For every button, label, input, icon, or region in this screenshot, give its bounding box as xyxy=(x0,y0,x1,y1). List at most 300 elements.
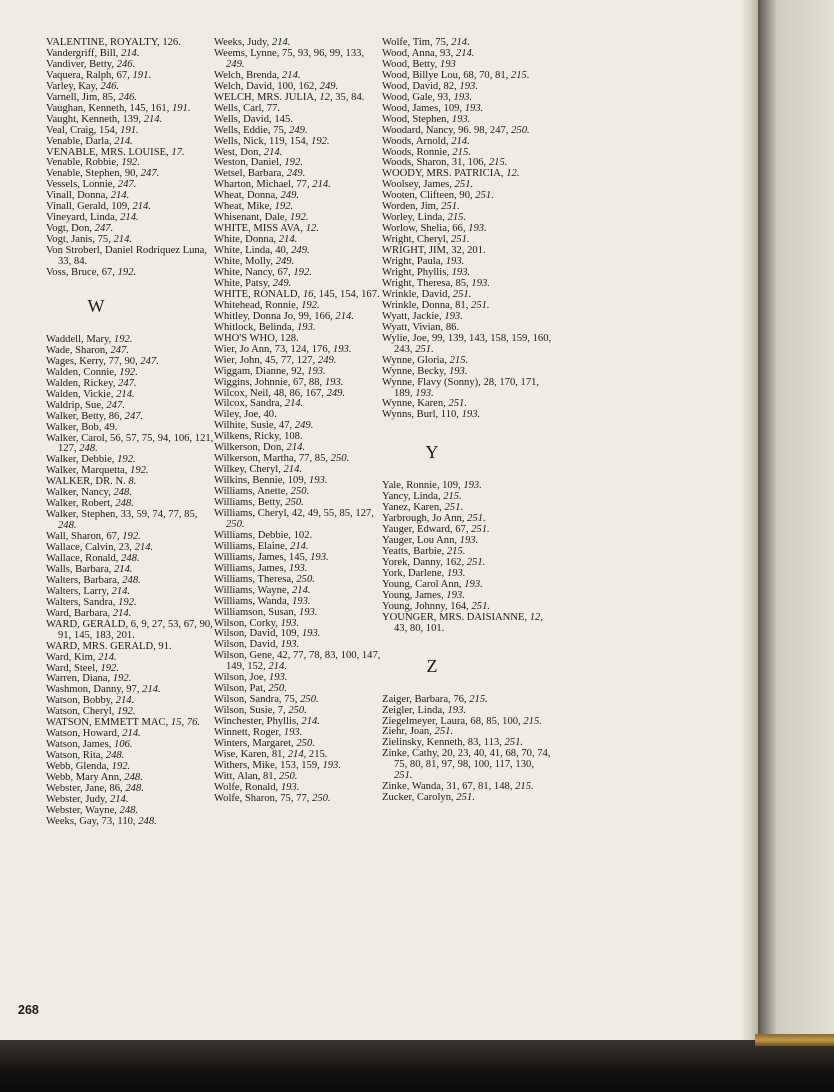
entry-page-italic: 192. xyxy=(122,531,141,543)
entry-page-italic: 214. xyxy=(281,69,301,81)
entry-page-italic: 247. xyxy=(94,223,114,235)
entry-page-italic: 250. xyxy=(511,124,530,136)
index-entry xyxy=(214,49,384,71)
entry-text: Wier, Jo Ann, 73, 124, 176, xyxy=(214,343,333,355)
entry-text: Zeigler, Linda, xyxy=(382,704,448,716)
entry-page-italic: 214. xyxy=(286,442,306,454)
entry-text: Vandiver, Betty, xyxy=(46,58,117,70)
entry-text: Ward, Barbara, xyxy=(46,607,113,619)
index-column-2 xyxy=(214,38,384,805)
entry-page-italic: 250. xyxy=(296,573,315,585)
entry-text: Wharton, Michael, 77, xyxy=(214,179,313,191)
entry-text: VENABLE, MRS. LOUISE, xyxy=(46,146,172,158)
entry-text: Wood, Stephen, xyxy=(382,113,452,125)
entry-text: Wynns, Burl, 110, xyxy=(382,409,462,421)
entry-page-italic: 214. xyxy=(132,201,151,213)
entry-text: Williams, James, xyxy=(214,562,289,574)
entry-text: Yauger, Lou Ann, xyxy=(382,535,460,547)
entry-text: Winters, Margaret, xyxy=(214,738,297,749)
entry-text: Vaquera, Ralph, 67, xyxy=(46,69,133,81)
entry-page-italic: 247. xyxy=(118,377,137,389)
entry-page-italic: 249. xyxy=(317,354,337,366)
entry-text: Woods, Arnold, xyxy=(382,135,452,147)
entry-text: Wolfe, Tim, 75, xyxy=(382,37,452,48)
entry-text: Wood, David, 82, xyxy=(382,80,460,92)
entry-text: Witt, Alan, 81, xyxy=(214,770,279,782)
entry-text: White, Nancy, 67, xyxy=(214,267,294,279)
entry-page-italic: 193. xyxy=(453,91,473,103)
entry-page-italic: 246. xyxy=(116,58,136,70)
entry-text: Woods, Sharon, 31, 106, xyxy=(382,157,489,169)
entry-text: Von Stroberl, Daniel Rodriquez Luna, 33, 84. xyxy=(46,245,208,268)
section-spacer xyxy=(382,672,552,695)
entry-text: Vaught, Kenneth, 139, xyxy=(46,113,144,125)
index-entry xyxy=(46,510,216,532)
entry-text: Worley, Linda, xyxy=(382,212,448,224)
entry-text: Whitley, Donna Jo, 99, 166, xyxy=(214,310,336,322)
entry-text: Wilhite, Susie, 47, xyxy=(214,420,295,432)
entry-text: Walker, Betty, 86, xyxy=(46,410,125,422)
entry-text: Vandergriff, Bill, xyxy=(46,47,121,59)
entry-page-italic: 214. xyxy=(113,234,133,246)
entry-page-italic: 193. xyxy=(280,617,300,629)
entry-page-italic: 214. xyxy=(290,540,309,552)
entry-text: Williams, Cheryl, 42, 49, 55, 85, 127, xyxy=(214,507,374,519)
entry-text: Weeks, Gay, 73, 110, xyxy=(46,815,139,827)
entry-text: Walls, Barbara, xyxy=(46,563,114,575)
entry-text: Williams, Anette, xyxy=(214,486,291,498)
entry-page-italic: 214. xyxy=(109,793,129,805)
index-column-3 xyxy=(382,38,552,804)
entry-page-italic: 248. xyxy=(125,783,144,794)
entry-text: Williams, Betty, xyxy=(214,497,286,509)
entry-text: Wrinkle, Donna, 81, xyxy=(382,299,472,311)
entry-text: Wynne, Gloria, xyxy=(382,354,450,366)
entry-page-italic: 193. xyxy=(280,781,300,793)
entry-page-italic: 251. xyxy=(452,288,472,300)
entry-text: Yeatts, Barbie, xyxy=(382,546,447,558)
entry-text: Winnett, Roger, xyxy=(214,727,284,739)
entry-page-italic: 106. xyxy=(114,739,133,751)
entry-page-italic: 251. xyxy=(471,299,490,311)
entry-text: Varnell, Jim, 85, xyxy=(46,91,119,103)
entry-page-italic: 214. xyxy=(110,190,130,202)
entry-page-italic: 214. xyxy=(335,310,354,322)
entry-page-italic: 214. xyxy=(142,684,161,696)
entry-text: York, Darlene, xyxy=(382,567,447,579)
entry-page-italic: 193. xyxy=(447,704,467,716)
page-number: 268 xyxy=(18,1003,39,1017)
entry-text: Walters, Larry, xyxy=(46,585,112,597)
entry-text: Venable, Stephen, 90, xyxy=(46,168,141,180)
entry-text: Young, Johnny, 164, xyxy=(382,600,472,612)
entry-text: Zaiger, Barbara, 76, xyxy=(382,693,470,705)
entry-page-italic: 192. xyxy=(289,212,309,224)
entry-page-italic: 248. xyxy=(115,498,134,510)
entry-text: Williams, Wayne, xyxy=(214,584,292,596)
entry-text: Webster, Judy, xyxy=(46,793,110,805)
entry-page-italic: 214. xyxy=(278,234,298,246)
entry-text-tail: 43, 80, 101. xyxy=(394,622,445,634)
entry-text: Wilkey, Cheryl, xyxy=(214,464,284,476)
entry-page-italic: 193. xyxy=(463,480,482,492)
entry-page-italic: 192. xyxy=(113,333,133,345)
entry-text: Walker, Carol, 56, 57, 75, 94, 106, 121, 127, xyxy=(46,432,214,455)
entry-text: Wyatt, Jackie, xyxy=(382,310,445,322)
entry-text: Ziehr, Joan, xyxy=(382,726,435,738)
entry-text: Walters, Barbara, xyxy=(46,574,123,586)
entry-text: Vineyard, Linda, xyxy=(46,212,121,224)
entry-page-italic: 193. xyxy=(444,310,463,322)
entry-text: Wiley, Joe, 40. xyxy=(214,409,277,421)
entry-text: Wolfe, Ronald, xyxy=(214,781,281,793)
entry-text: Wells, Carl, 77. xyxy=(214,102,280,114)
entry-page-italic: 246. xyxy=(100,80,120,92)
index-entry xyxy=(46,268,216,279)
entry-page-italic: 248. xyxy=(121,552,140,564)
index-entry xyxy=(382,793,552,804)
entry-text: Wilkins, Bennie, 109, xyxy=(214,475,309,487)
entry-text: Wiggam, Dianne, 92, xyxy=(214,365,308,377)
entry-page-italic: 16, xyxy=(302,288,317,300)
entry-text: Watson, Bobby, xyxy=(46,695,116,707)
entry-text: Wood, Gale, 93, xyxy=(382,91,454,103)
entry-text: Veal, Craig, 154, xyxy=(46,124,121,136)
entry-page-italic: 193. xyxy=(459,535,479,547)
entry-text: Wilkens, Ricky, 108. xyxy=(214,431,303,443)
entry-text: Weeks, Judy, xyxy=(214,37,272,48)
entry-text: Wells, Nick, 119, 154, xyxy=(214,135,312,147)
entry-text: Watson, James, xyxy=(46,739,114,751)
entry-page-italic: 251. xyxy=(456,792,475,804)
entry-page-italic: 214. xyxy=(312,179,331,191)
entry-text: Wooten, Clifteen, 90, xyxy=(382,190,476,202)
entry-page-italic: 192. xyxy=(311,135,330,147)
section-spacer xyxy=(46,312,216,335)
entry-text: VALENTINE, ROYALTY, 126. xyxy=(46,37,181,48)
entry-page-italic: 191. xyxy=(132,69,152,81)
entry-text: Zinke, Wanda, 31, 67, 81, 148, xyxy=(382,781,516,793)
entry-text: Worlow, Shelia, 66, xyxy=(382,223,469,235)
index-entry xyxy=(382,410,552,421)
entry-text: Watson, Rita, xyxy=(46,750,106,762)
entry-text: WOODY, MRS. PATRICIA, xyxy=(382,168,507,180)
section-letter: Y xyxy=(425,442,439,463)
entry-page-italic: 215. xyxy=(452,146,471,158)
entry-page-italic: 215. xyxy=(443,491,462,503)
entry-text: Wilson, Gene, 42, 77, 78, 83, 100, 147, 149, 152, xyxy=(214,650,381,673)
entry-page-italic: 193. xyxy=(468,223,487,235)
entry-page-italic: 193. xyxy=(464,578,483,590)
entry-text: Wages, Kerry, 77, 90, xyxy=(46,355,141,367)
entry-page-italic: 193. xyxy=(310,551,329,563)
entry-page-italic: 192. xyxy=(130,465,149,477)
entry-text: Walker, Nancy, xyxy=(46,487,114,499)
entry-text: Williams, James, 145, xyxy=(214,551,311,563)
entry-text: Voss, Bruce, 67, xyxy=(46,267,118,279)
entry-text: Worden, Jim, xyxy=(382,201,442,213)
entry-page-italic: 249. xyxy=(289,124,308,136)
entry-text: Woodard, Nancy, 96. 98, 247, xyxy=(382,124,512,136)
book-gutter xyxy=(740,0,758,1040)
entry-text: Wilcox, Sandra, xyxy=(214,398,285,410)
entry-text: Yancy, Linda, xyxy=(382,491,444,503)
entry-text: YOUNGER, MRS. DAISIANNE, xyxy=(382,611,530,623)
entry-text-tail: 35, 84. xyxy=(332,91,365,103)
entry-page-italic: 12, xyxy=(319,91,333,103)
entry-page-italic: 248. xyxy=(124,772,143,784)
entry-text: Waddell, Mary, xyxy=(46,333,114,345)
entry-text: Wells, Eddie, 75, xyxy=(214,124,290,136)
entry-page-italic: 214. xyxy=(284,398,304,410)
entry-page-italic: 251. xyxy=(467,513,486,525)
gilt-edge xyxy=(755,1034,834,1046)
entry-page-italic: 251. xyxy=(394,770,413,782)
entry-page-italic: 193. xyxy=(445,256,465,268)
entry-text: Walters, Sandra, xyxy=(46,596,119,608)
index-entry xyxy=(214,651,384,673)
entry-page-italic: 193. xyxy=(307,365,326,377)
entry-text: Wood, Betty, xyxy=(382,58,440,70)
entry-text: Webster, Jane, 86, xyxy=(46,783,126,794)
entry-text: Wynne, Becky, xyxy=(382,365,449,377)
entry-page-italic: 214. xyxy=(116,388,135,400)
entry-text: Woods, Ronnie, xyxy=(382,146,453,158)
entry-page-italic: 248. xyxy=(138,815,157,827)
entry-text: Welch, David, 100, 162, xyxy=(214,80,320,92)
entry-text: Wetsel, Barbara, xyxy=(214,168,287,180)
entry-text: Woolsey, James, xyxy=(382,179,455,191)
entry-page-italic: 247. xyxy=(140,168,160,180)
entry-page-italic: 215. xyxy=(510,69,530,81)
entry-text: Wright, Phyllis, xyxy=(382,267,452,279)
entry-text: Zielinsky, Kenneth, 83, 113, xyxy=(382,737,505,749)
entry-text: Webster, Wayne, xyxy=(46,804,120,816)
entry-text: Ward, Steel, xyxy=(46,662,101,674)
section-letter: Z xyxy=(426,655,438,676)
entry-page-italic: 214. xyxy=(120,47,140,59)
entry-text: Walden, Connie, xyxy=(46,366,120,378)
entry-page-italic: 193. xyxy=(322,759,341,771)
entry-text-tail: 215. xyxy=(306,748,328,760)
entry-text: Ziegelmeyer, Laura, 68, 85, 100, xyxy=(382,715,524,727)
entry-text: Vessels, Lonnie, xyxy=(46,179,118,191)
entry-text: Williams, Elaine, xyxy=(214,540,291,552)
entry-text: Wolfe, Sharon, 75, 77, xyxy=(214,792,313,804)
entry-page-italic: 192. xyxy=(117,454,136,466)
entry-page-italic: 248. xyxy=(58,520,77,532)
entry-page-italic: 250. xyxy=(330,453,350,465)
entry-page-italic: 214. xyxy=(115,695,135,707)
index-entry xyxy=(214,794,384,805)
entry-text: Walker, Marquetta, xyxy=(46,465,131,477)
entry-page-italic: 250. xyxy=(290,486,310,498)
section-spacer xyxy=(382,635,552,661)
entry-text: Wilcox, Neil, 48, 86, 167, xyxy=(214,387,327,399)
entry-text: Whitlock, Belinda, xyxy=(214,321,297,333)
entry-page-italic: 215. xyxy=(515,781,534,793)
entry-page-italic: 249. xyxy=(291,245,310,257)
entry-text: Williams, Wanda, xyxy=(214,595,292,607)
entry-text: Wynne, Flavy (Sonny), 28, 170, 171, 189, xyxy=(382,376,540,399)
entry-page-italic: 191. xyxy=(120,124,139,136)
entry-page-italic: 193. xyxy=(301,628,321,640)
entry-text: Wilkerson, Don, xyxy=(214,442,287,454)
entry-page-italic: 192. xyxy=(121,157,140,169)
entry-page-italic: 246. xyxy=(118,91,137,103)
entry-page-italic: 214. xyxy=(271,37,291,48)
section-letter: W xyxy=(87,295,105,316)
entry-text: Williams, Theresa, xyxy=(214,573,297,585)
entry-page-italic: 193. xyxy=(459,80,478,92)
entry-page-italic: 248. xyxy=(119,804,139,816)
entry-text: Varley, Kay, xyxy=(46,80,101,92)
entry-page-italic: 12. xyxy=(305,223,319,235)
entry-text: Webb, Glenda, xyxy=(46,761,112,773)
entry-text: Wright, Paula, xyxy=(382,256,446,268)
entry-page-italic: 193 xyxy=(439,58,456,70)
entry-page-italic: 247. xyxy=(106,399,125,411)
entry-text: Weston, Daniel, xyxy=(214,157,285,169)
entry-page-italic: 214. xyxy=(122,728,141,740)
entry-page-italic: 249. xyxy=(272,277,292,289)
entry-page-italic: 191. xyxy=(171,102,191,114)
entry-page-italic: 250. xyxy=(288,705,307,717)
entry-page-italic: 248. xyxy=(113,487,132,499)
section-spacer xyxy=(382,458,552,481)
entry-page-italic: 251. xyxy=(415,343,434,355)
entry-text: Walden, Vickie, xyxy=(46,388,117,400)
entry-page-italic: 214. xyxy=(134,542,154,554)
entry-page-italic: 249. xyxy=(326,387,346,399)
entry-page-italic: 214. xyxy=(114,135,133,147)
index-entry xyxy=(382,749,552,782)
entry-page-italic: 214. xyxy=(291,584,311,596)
entry-page-italic: 192. xyxy=(111,761,131,773)
entry-text: WELCH, MRS. JULIA, xyxy=(214,91,320,103)
entry-page-italic: 248. xyxy=(79,443,98,455)
entry-text: Wilson, Joe, xyxy=(214,672,269,684)
entry-text: Young, Carol Ann, xyxy=(382,578,465,590)
entry-text: Wood, Billye Lou, 68, 70, 81, xyxy=(382,69,511,81)
entry-text: Ward, Kim, xyxy=(46,651,99,663)
entry-text: Yale, Ronnie, 109, xyxy=(382,480,464,492)
entry-page-italic: 247. xyxy=(110,344,130,356)
entry-text: White, Donna, xyxy=(214,234,279,246)
index-entry xyxy=(382,378,552,400)
entry-text: Welch, Brenda, xyxy=(214,69,282,81)
entry-page-italic: 193. xyxy=(291,595,311,607)
entry-text: WARD, MRS. GERALD, 91. xyxy=(46,640,172,652)
entry-text: Whisenant, Dale, xyxy=(214,212,290,224)
index-column-1 xyxy=(46,38,216,828)
entry-page-italic: 250. xyxy=(300,694,319,706)
entry-page-italic: 214. xyxy=(143,113,163,125)
entry-page-italic: 193. xyxy=(451,113,471,125)
entry-page-italic: 193. xyxy=(332,343,352,355)
entry-page-italic: 193. xyxy=(446,589,465,601)
entry-text: Wade, Sharon, xyxy=(46,344,111,356)
entry-page-italic: 193. xyxy=(283,727,303,739)
entry-text: Young, James, xyxy=(382,589,447,601)
entry-text: WATSON, EMMETT MAC, xyxy=(46,717,171,729)
entry-page-italic: 12. xyxy=(506,168,520,180)
entry-text: Wheat, Mike, xyxy=(214,201,275,213)
entry-text: Walker, Bob, 49. xyxy=(46,421,118,433)
entry-page-italic: 251. xyxy=(471,524,490,536)
entry-page-italic: 214. xyxy=(301,716,320,728)
entry-page-italic: 192. xyxy=(118,596,137,608)
entry-text: Yarbrough, Jo Ann, xyxy=(382,513,468,525)
entry-text: Wallace, Ronald, xyxy=(46,552,122,564)
entry-page-italic: 214, xyxy=(287,748,307,760)
entry-page-italic: 192. xyxy=(284,157,303,169)
entry-page-italic: 251. xyxy=(434,726,454,738)
entry-page-italic: 251. xyxy=(475,190,494,202)
entry-text: Williams, Debbie, 102. xyxy=(214,529,313,541)
entry-text: Warren, Diana, xyxy=(46,673,113,685)
entry-page-italic: 215. xyxy=(469,693,488,705)
entry-page-italic: 249. xyxy=(280,190,300,202)
entry-page-italic: 214. xyxy=(283,464,303,476)
entry-page-italic: 250. xyxy=(226,518,245,530)
entry-page-italic: 250. xyxy=(268,683,287,695)
entry-page-italic: 250. xyxy=(278,770,298,782)
entry-text: Wilson, Sandra, 75, xyxy=(214,694,301,706)
entry-text: WHITE, RONALD, xyxy=(214,288,303,300)
index-entry xyxy=(214,509,384,531)
entry-page-italic: 251. xyxy=(454,179,474,191)
entry-text: Wilson, Pat, xyxy=(214,683,269,695)
entry-page-italic: 193. xyxy=(451,267,471,279)
entry-text: Walker, Robert, xyxy=(46,498,116,510)
entry-page-italic: 192. xyxy=(119,366,138,378)
entry-text: Wilson, David, xyxy=(214,639,281,651)
entry-page-italic: 214. xyxy=(112,607,132,619)
entry-page-italic: 215. xyxy=(449,354,469,366)
entry-text: Vogt, Janis, 75, xyxy=(46,234,114,246)
entry-page-italic: 251. xyxy=(448,398,467,410)
index-entry xyxy=(46,620,216,642)
index-entry xyxy=(46,434,216,456)
entry-text: Wilson, David, 109, xyxy=(214,628,302,640)
entry-text: Wrinkle, David, xyxy=(382,288,453,300)
entry-text-tail: 145, 154, 167. xyxy=(316,288,380,300)
entry-page-italic: 251. xyxy=(451,234,470,246)
entry-page-italic: 214. xyxy=(113,563,133,575)
entry-text: Zucker, Carolyn, xyxy=(382,792,457,804)
entry-text: Wright, Cheryl, xyxy=(382,234,452,246)
entry-text: WRIGHT, JIM, 32, 201. xyxy=(382,245,486,257)
entry-page-italic: 247. xyxy=(140,355,159,367)
entry-page-italic: 193. xyxy=(268,672,288,684)
entry-page-italic: 193. xyxy=(471,277,490,289)
entry-page-italic: 249. xyxy=(294,420,314,432)
entry-text: Wise, Karen, 81, xyxy=(214,748,288,760)
entry-page-italic: 12, xyxy=(529,611,543,623)
entry-text: Weems, Lynne, 75, 93, 96, 99, 133, xyxy=(214,47,365,59)
entry-page-italic: 193. xyxy=(288,562,308,574)
entry-page-italic: 214. xyxy=(455,47,475,59)
book-bottom-edge xyxy=(0,1040,834,1092)
entry-text: West, Don, xyxy=(214,146,264,158)
entry-page-italic: 251. xyxy=(466,556,486,568)
entry-page-italic: 193. xyxy=(308,475,328,487)
entry-text: Wood, Anna, 93, xyxy=(382,47,456,59)
entry-page-italic: 192. xyxy=(117,267,137,279)
index-entry xyxy=(46,246,216,268)
entry-page-italic: 250. xyxy=(285,497,304,509)
